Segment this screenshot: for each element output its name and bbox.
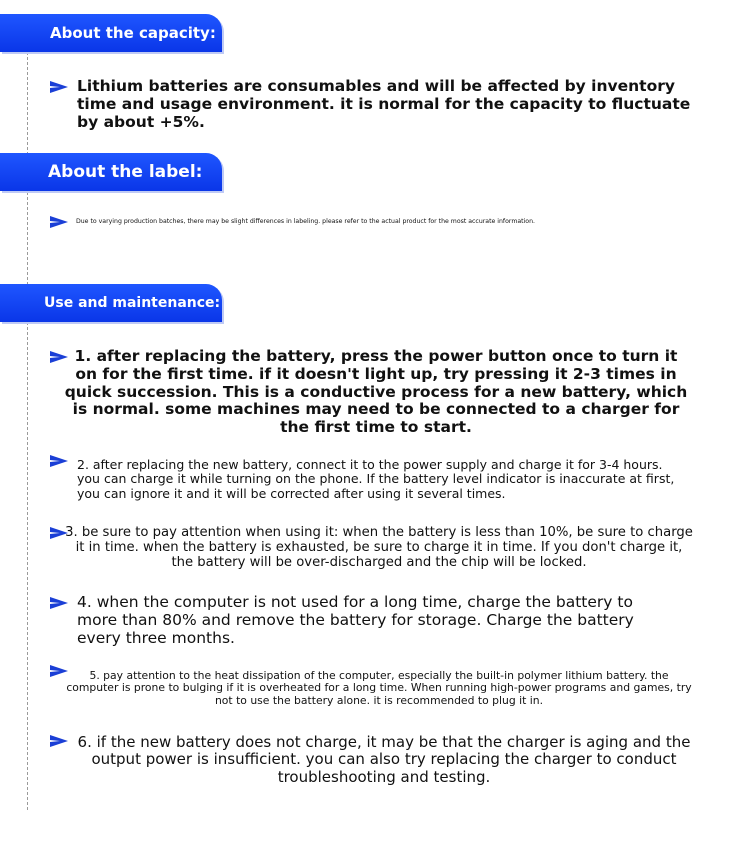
maintenance-item-3: 3. be sure to pay attention when using it: when the battery is less than 10%, be sure to charge it in time. when the battery is exhausted, be sure to charge it in time. If you don't charge it, the battery will be over-discharged and the chip will be locked. — [65, 525, 693, 571]
maintenance-item-6: 6. if the new battery does not charge, it may be that the charger is aging and the output power is insufficient. you can also try replacing the charger to conduct troubleshooting and testing. — [77, 733, 691, 786]
section-title: About the capacity: — [50, 24, 216, 42]
label-text: Due to varying production batches, there may be slight differences in labeling. please refer to the actual product for the most accurate information. — [76, 218, 535, 225]
section-header-label — [0, 153, 222, 191]
maintenance-item-1: 1. after replacing the battery, press the power button once to turn it on for the first time. if it doesn't light up, try pressing it 2-3 times in quick succession. This is a conductive process for a new battery, which is normal. some machines may need to be connected to a charger for the first time to start. — [64, 347, 688, 437]
maintenance-item-4: 4. when the computer is not used for a long time, charge the battery to more than 80% and remove the battery for storage. Charge the battery every three months. — [77, 593, 634, 647]
capacity-text: Lithium batteries are consumables and will be affected by inventory time and usage environment. it is normal for the capacity to fluctuate by about +5%. — [77, 77, 691, 131]
arrow-bullet-icon — [50, 455, 68, 467]
section-title: About the label: — [48, 162, 203, 182]
arrow-bullet-icon — [50, 216, 68, 228]
arrow-bullet-icon — [50, 81, 68, 93]
section-header-maintenance — [0, 284, 222, 322]
maintenance-item-5: 5. pay attention to the heat dissipation of the computer, especially the built-in polymer lithium battery. the computer is prone to bulging if it is overheated for a long time. When running high-power programs and games, try not to use the battery alone. it is recommended to plug it in. — [66, 669, 692, 707]
maintenance-item-2: 2. after replacing the new battery, connect it to the power supply and charge it for 3-4 hours. you can charge it while turning on the phone. If the battery level indicator is inaccurate at first, you can ignore it and it will be corrected after using it several times. — [77, 457, 675, 501]
arrow-bullet-icon — [50, 597, 68, 609]
section-header-capacity — [0, 14, 222, 52]
section-title: Use and maintenance: — [44, 295, 221, 311]
